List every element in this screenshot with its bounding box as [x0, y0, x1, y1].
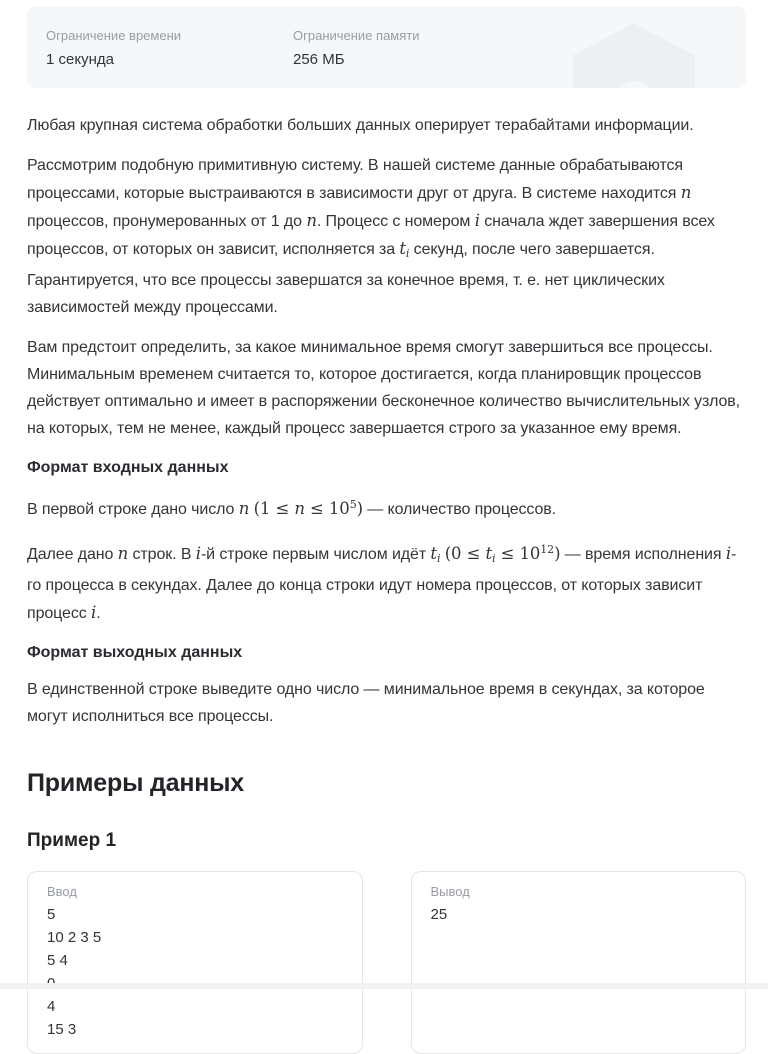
sample-input-line: 4 — [47, 998, 56, 1015]
text-run: секунд, после чего завершается. Гарантируется, что все процессы завершатся за конечное время, т. е. нет циклических зависимостей между процессами. — [27, 241, 665, 316]
contest-home-logo-icon — [573, 23, 695, 88]
formula-open: (0 ≤ — [444, 544, 486, 563]
statement-paragraph-3 — [27, 334, 746, 442]
example-1-heading: Пример 1 — [27, 830, 117, 851]
formula-exponent: 5 — [349, 498, 357, 511]
math-var-i: i — [195, 544, 201, 563]
math-formula-t-range — [445, 544, 561, 563]
text-run: Далее дано — [27, 546, 118, 563]
text-run: . — [96, 605, 101, 622]
output-format-heading: Формат выходных данных — [27, 644, 243, 661]
formula-close: ) — [554, 544, 561, 563]
math-var-n: n — [306, 211, 317, 230]
sample-input-line: 5 — [47, 906, 56, 923]
formula-mid: ≤ 10 — [304, 499, 350, 518]
math-var-n: n — [680, 183, 692, 202]
math-var-n: n — [117, 544, 129, 563]
statement-paragraph-2 — [27, 152, 746, 321]
time-limit-label: Ограничение времени — [46, 28, 182, 43]
text-run: Рассмотрим подобную примитивную систему. В нашей системе данные обрабатываются процессами, которые выстраиваются в зависимости друг от друга. В системе находится — [27, 157, 683, 202]
text-run: Вам предстоит определить, за какое минимальное время смогут завершиться все процессы. Минимальным временем считается то, которое достигается, когда планировщик процессов действует оптимально и имеет в распоряжении бесконечное количество вычислительных узлов, на которых, тем не менее, каждый процесс завершается строго за указанное ему время. — [27, 339, 741, 437]
math-sub-i: i — [436, 552, 441, 565]
text-run: процессов, пронумерованных от 1 до — [27, 213, 307, 230]
math-formula-n-range — [254, 499, 363, 518]
text-run: -й строке первым числом идёт — [200, 546, 431, 563]
example-1-row — [27, 871, 746, 1054]
text-run: В единственной строке выведите одно число — минимальное время в секундах, за которое могут исполниться все процессы. — [27, 681, 705, 725]
memory-limit-label: Ограничение памяти — [293, 28, 420, 43]
input-format-paragraph-1 — [27, 491, 746, 523]
page-bottom-strip — [0, 983, 768, 989]
text-run: -го процесса в секундах. Далее до конца строки идут номера процессов, от которых зависит процесс — [27, 546, 737, 622]
sample-input-box — [27, 871, 363, 1054]
math-var-t-i — [399, 239, 409, 258]
sample-input-line: 15 3 — [47, 1021, 77, 1038]
text-run: строк. В — [128, 546, 196, 563]
sample-output-box — [411, 871, 747, 1054]
math-sub-i: i — [492, 552, 496, 565]
limits-panel — [27, 6, 746, 88]
math-sub-i: i — [405, 247, 410, 260]
text-run: Любая крупная система обработки больших данных оперирует терабайтами информации. — [27, 117, 694, 134]
sample-output-line: 25 — [430, 906, 448, 923]
time-limit — [46, 27, 293, 88]
math-var-i: i — [725, 544, 731, 563]
input-format-paragraph-2 — [27, 536, 746, 627]
time-limit-value: 1 секунда — [46, 51, 114, 68]
logo-pentagon-shape — [573, 23, 695, 88]
math-var-t-i — [485, 544, 495, 563]
memory-limit-value: 256 МБ — [293, 51, 345, 68]
math-var-i: i — [474, 211, 480, 230]
formula-open: (1 ≤ — [253, 499, 295, 518]
math-var-n: n — [238, 499, 250, 518]
input-format-heading: Формат входных данных — [27, 459, 229, 476]
sample-input-line: 10 2 3 5 — [47, 929, 102, 946]
math-var-i: i — [91, 603, 97, 622]
formula-close: ) — [356, 499, 363, 518]
math-var-t: t — [399, 239, 406, 258]
formula-mid: ≤ 10 — [495, 544, 541, 563]
math-var-n: n — [294, 499, 305, 518]
sample-input-label: Ввод — [47, 884, 77, 899]
samples-heading: Примеры данных — [27, 769, 244, 797]
text-run: сначала ждет завершения всех процессов, от которых он зависит, исполняется за — [27, 213, 715, 258]
memory-limit — [293, 27, 420, 88]
math-var-t: t — [485, 544, 493, 563]
sample-output-label: Вывод — [430, 884, 470, 899]
text-run: — количество процессов. — [362, 501, 557, 518]
text-run: . Процесс с номером — [316, 213, 475, 230]
math-var-t: t — [430, 544, 437, 563]
output-format-paragraph — [27, 676, 746, 730]
formula-exponent: 12 — [540, 543, 555, 556]
math-var-t-i — [430, 544, 440, 563]
text-run: — время исполнения — [560, 546, 726, 563]
text-run: В первой строке дано число — [27, 501, 239, 518]
sample-input-line: 5 4 — [47, 952, 68, 969]
problem-statement — [27, 112, 746, 730]
statement-paragraph-1 — [27, 112, 746, 139]
